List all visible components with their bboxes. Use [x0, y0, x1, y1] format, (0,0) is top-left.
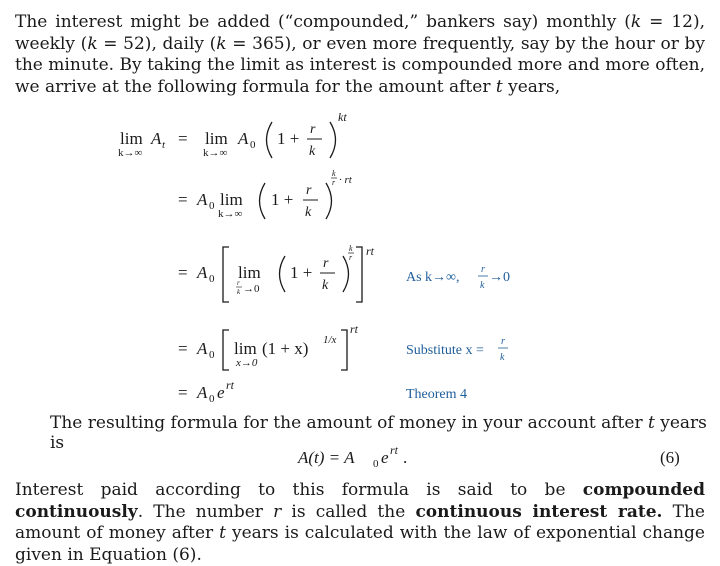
svg-text:1 +: 1 +: [271, 190, 294, 209]
svg-text:k→∞: k→∞: [118, 147, 143, 159]
var-k: k: [87, 33, 98, 54]
svg-text:→0: →0: [243, 283, 260, 295]
var-r: r: [273, 501, 282, 522]
svg-text:k: k: [322, 278, 329, 293]
svg-text:→0: →0: [489, 270, 510, 285]
svg-text:r: r: [481, 264, 485, 275]
intro-text: = 52), daily (: [97, 33, 217, 54]
intro-text: = 365), or even more frequently, say by the hour or by the minute. By taking the limit as interest is compounded more and more often, we arrive at the following formula for the amount after: [15, 33, 706, 97]
closing-paragraph: Interest paid according to this formula is said to be compounded continuously. The number r is called the continuous interest rate. The amount of money after t years is calculated with the law of exponential change given in Equation (6).: [15, 480, 705, 565]
intro-text: years,: [502, 76, 561, 97]
var-k: k: [630, 12, 642, 32]
svg-text:lim: lim: [220, 190, 243, 209]
derivation-row-1: [118, 110, 347, 159]
svg-text:k: k: [309, 144, 316, 159]
svg-text:lim: lim: [205, 129, 228, 148]
svg-text:0: 0: [209, 200, 215, 212]
svg-text:lim: lim: [238, 263, 261, 282]
derivation-row-2: [178, 169, 353, 220]
svg-text:r: r: [310, 122, 316, 137]
svg-text:=: =: [178, 383, 188, 402]
term-compounded-continuously: compounded continuously: [15, 480, 705, 522]
svg-text:r: r: [237, 279, 240, 287]
svg-text:kt: kt: [338, 110, 347, 124]
svg-text:rt: rt: [390, 443, 399, 457]
side-note-3: [406, 387, 467, 402]
var-t: t: [495, 76, 503, 97]
svg-text:x→0: x→0: [236, 357, 258, 369]
svg-text:1/x: 1/x: [323, 334, 337, 346]
svg-text:e: e: [217, 383, 225, 402]
svg-text:rt: rt: [226, 378, 235, 392]
svg-text:e: e: [381, 448, 389, 467]
svg-text:rt: rt: [350, 322, 359, 336]
svg-text:k: k: [349, 244, 353, 253]
svg-text:.: .: [403, 448, 408, 467]
intro-text: The interest might be added (“compounded,” bankers say) monthly (: [15, 12, 631, 32]
svg-text:r: r: [306, 183, 312, 198]
svg-text:k: k: [237, 288, 241, 296]
svg-text:k→∞: k→∞: [218, 208, 243, 220]
svg-text:lim: lim: [120, 129, 143, 148]
svg-text:A: A: [238, 129, 249, 148]
svg-text:k: k: [480, 280, 485, 291]
svg-text:t: t: [162, 139, 166, 151]
svg-text:0: 0: [373, 458, 379, 470]
svg-text:A: A: [151, 129, 162, 148]
svg-text:r: r: [323, 256, 329, 271]
svg-text:=: =: [178, 129, 188, 148]
svg-text:k→∞: k→∞: [203, 147, 228, 159]
svg-text:0: 0: [209, 349, 215, 361]
svg-text:lim: lim: [234, 339, 257, 358]
svg-text:r: r: [332, 178, 336, 187]
svg-text:r: r: [349, 253, 353, 262]
svg-text:A: A: [197, 383, 208, 402]
svg-text:Substitute x =: Substitute x =: [406, 343, 484, 358]
var-t: t: [219, 523, 226, 543]
svg-text:A: A: [197, 339, 208, 358]
svg-text:Theorem 4: Theorem 4: [406, 387, 468, 402]
svg-text:k: k: [500, 352, 505, 363]
derivation-row-4: [178, 322, 359, 370]
svg-text:1 +: 1 +: [290, 263, 313, 282]
var-t: t: [647, 413, 655, 433]
svg-text:0: 0: [209, 273, 215, 285]
result-sentence: The resulting formula for the amount of money in your account after t years is: [50, 413, 707, 453]
equation-number: (6): [660, 448, 680, 467]
svg-text:k: k: [305, 205, 312, 220]
svg-text:0: 0: [209, 393, 215, 405]
svg-text:A: A: [197, 190, 208, 209]
svg-text:· rt: · rt: [339, 174, 352, 186]
svg-text:0: 0: [250, 139, 256, 151]
side-note-2: [406, 336, 508, 363]
svg-text:A(t) = A: A(t) = A: [298, 448, 355, 467]
svg-text:r: r: [501, 336, 505, 347]
side-note-1: [406, 264, 510, 291]
svg-text:A: A: [197, 263, 208, 282]
derivation-row-5: [178, 378, 235, 405]
svg-text:k: k: [332, 169, 336, 178]
var-k: k: [216, 33, 227, 54]
svg-text:=: =: [178, 190, 188, 209]
svg-text:1 +: 1 +: [277, 129, 300, 148]
svg-text:=: =: [178, 339, 188, 358]
term-continuous-interest-rate: continuous interest rate.: [415, 501, 663, 522]
intro-text: = 12), weekly (: [15, 12, 705, 54]
svg-text:rt: rt: [366, 244, 375, 258]
derivation-row-3: [178, 244, 375, 302]
svg-text:As k→∞,: As k→∞,: [406, 270, 460, 285]
svg-text:(1 + x): (1 + x): [262, 339, 309, 358]
svg-text:=: =: [178, 263, 188, 282]
